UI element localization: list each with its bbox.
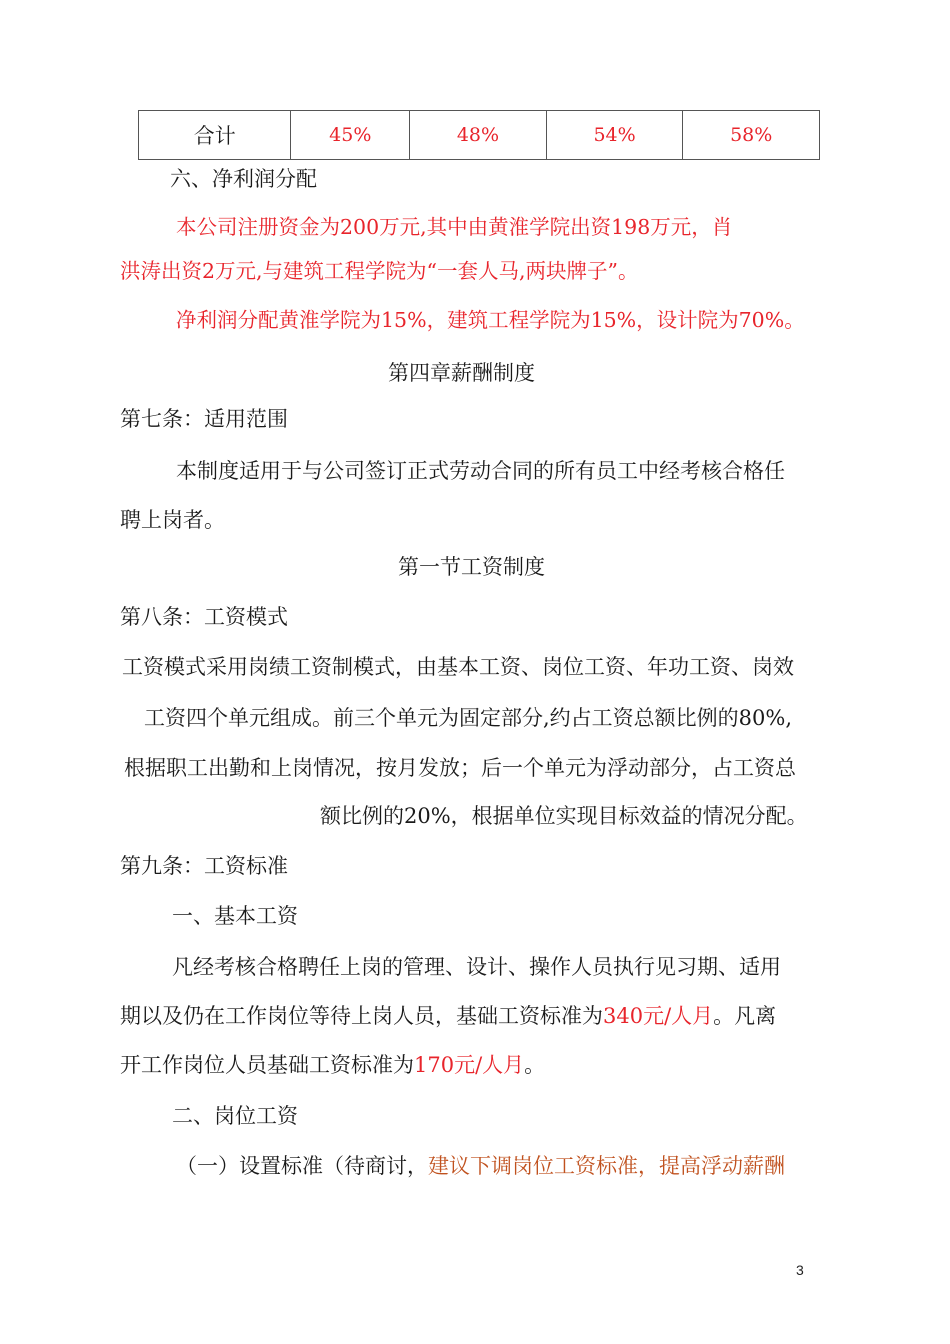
- basic-salary-text: 。: [524, 1053, 546, 1077]
- basic-salary-line-1: 凡经考核合格聘任上岗的管理、设计、操作人员执行见习期、适用: [172, 955, 781, 979]
- total-value-cell: 45%: [291, 111, 410, 160]
- chapter-title: 第四章薪酬制度: [388, 361, 535, 385]
- basic-salary-text: 开工作岗位人员基础工资标准为: [120, 1053, 414, 1077]
- basic-salary-amount: 340元/人月: [603, 1004, 714, 1028]
- article-8-line-4: 额比例的20%，根据单位实现目标效益的情况分配。: [320, 804, 808, 828]
- article-8-line-1: 工资模式采用岗绩工资制模式，由基本工资、岗位工资、年功工资、岗效: [122, 655, 794, 679]
- off-post-salary-amount: 170元/人月: [414, 1053, 525, 1077]
- post-salary-text: （一）设置标准（待商讨，: [176, 1154, 428, 1178]
- basic-salary-text: 。凡离: [713, 1004, 777, 1028]
- article-8-line-3: 根据职工出勤和上岗情况，按月发放；后一个单元为浮动部分，占工资总: [124, 756, 796, 780]
- article-7-line-1: 本制度适用于与公司签订正式劳动合同的所有员工中经考核合格任: [176, 459, 785, 483]
- basic-salary-line-3: [120, 1050, 545, 1080]
- paragraph-capital-line-1: 本公司注册资金为200万元,其中由黄淮学院出资198万元，肖: [176, 215, 733, 239]
- article-9-heading: 第九条：工资标准: [120, 854, 288, 878]
- basic-salary-heading: 一、基本工资: [172, 904, 298, 928]
- article-8-line-2: 工资四个单元组成。前三个单元为固定部分,约占工资总额比例的80%,: [144, 706, 793, 730]
- post-salary-suggestion: 建议下调岗位工资标准，提高浮动薪酬: [428, 1154, 785, 1178]
- total-label-cell: 合计: [139, 111, 291, 160]
- article-7-line-2: 聘上岗者。: [120, 508, 225, 532]
- total-value-cell: 48%: [410, 111, 547, 160]
- basic-salary-text: 期以及仍在工作岗位等待上岗人员，基础工资标准为: [120, 1004, 603, 1028]
- post-salary-heading: 二、岗位工资: [172, 1104, 298, 1128]
- section-heading-net-profit: 六、净利润分配: [170, 167, 317, 191]
- summary-table: [138, 110, 820, 160]
- page-number: 3: [796, 1262, 804, 1278]
- paragraph-profit-distribution: 净利润分配黄淮学院为15%，建筑工程学院为15%，设计院为70%。: [176, 308, 805, 332]
- article-7-heading: 第七条：适用范围: [120, 407, 288, 431]
- total-value-cell: 54%: [546, 111, 683, 160]
- section-title: 第一节工资制度: [398, 555, 545, 579]
- total-value-cell: 58%: [683, 111, 820, 160]
- post-salary-line-1: [176, 1151, 785, 1181]
- basic-salary-line-2: [120, 1001, 776, 1031]
- article-8-heading: 第八条：工资模式: [120, 605, 288, 629]
- paragraph-capital-line-2: 洪涛出资2万元,与建筑工程学院为“一套人马,两块牌子”。: [120, 259, 639, 283]
- table-row: [139, 111, 820, 160]
